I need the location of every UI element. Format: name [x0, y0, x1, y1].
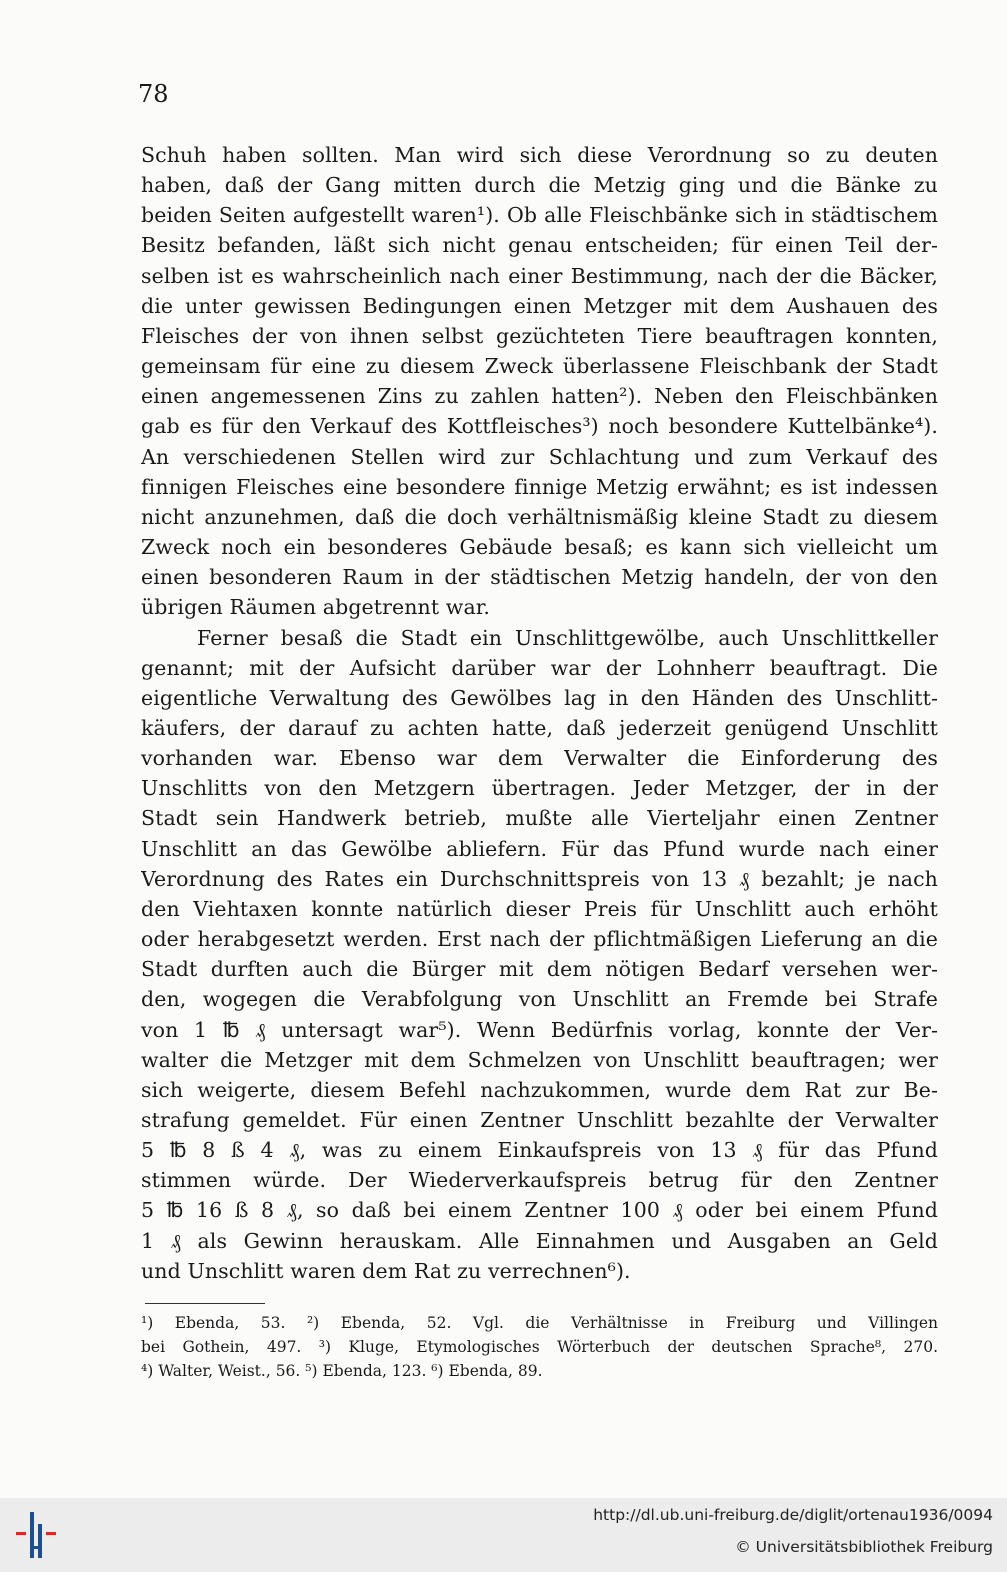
text-line: Unschlitts von den Metzgern übertragen. Jeder Metzger, der in der: [141, 776, 938, 801]
text-line: eigentliche Verwaltung des Gewölbes lag in den Händen des Unschlitt-: [141, 685, 938, 710]
text-line: selben ist es wahrscheinlich nach einer Bestimmung, nach der die Bäcker,: [141, 263, 938, 288]
text-line: Ferner besaß die Stadt ein Unschlittgewölbe, auch Unschlittkeller: [197, 625, 938, 650]
text-line: 5 ℔ 16 ß 8 ₰, so daß bei einem Zentner 100 ₰ oder bei einem Pfund: [141, 1198, 938, 1223]
text-line: haben, daß der Gang mitten durch die Metzig ging und die Bänke zu: [141, 173, 938, 198]
page-number: 78: [138, 80, 169, 108]
text-line: Besitz befanden, läßt sich nicht genau entscheiden; für einen Teil der-: [141, 233, 938, 258]
text-line: Unschlitt an das Gewölbe abliefern. Für das Pfund wurde nach einer: [141, 836, 938, 861]
library-logo-icon: [12, 1502, 66, 1564]
footnote-line: bei Gothein, 497. ³) Kluge, Etymologisches Wörterbuch der deutschen Sprache⁸, 270.: [141, 1338, 938, 1356]
footnote-divider: [145, 1303, 265, 1304]
text-line: genannt; mit der Aufsicht darüber war der Lohnherr beauftragt. Die: [141, 655, 938, 680]
text-line: Schuh haben sollten. Man wird sich diese Verordnung so zu deuten: [141, 143, 938, 167]
text-line: und Unschlitt waren dem Rat zu verrechnen⁶).: [141, 1258, 631, 1283]
text-line: walter die Metzger mit dem Schmelzen von Unschlitt beauftragen; wer: [141, 1047, 938, 1072]
text-line: übrigen Räumen abgetrennt war.: [141, 595, 491, 620]
text-line: strafung gemeldet. Für einen Zentner Unschlitt bezahlte der Verwalter: [141, 1108, 938, 1132]
text-line: Stadt durften auch die Bürger mit dem nötigen Bedarf versehen wer-: [141, 957, 938, 982]
text-line: finnigen Fleisches eine besondere finnige Metzig erwähnt; es ist indessen: [141, 474, 938, 499]
text-line: von 1 ℔ ₰ untersagt war⁵). Wenn Bedürfnis vorlag, konnte der Ver-: [141, 1017, 938, 1042]
text-line: An verschiedenen Stellen wird zur Schlachtung und zum Verkauf des: [141, 444, 938, 469]
text-line: vorhanden war. Ebenso war dem Verwalter die Einforderung des: [141, 746, 938, 771]
text-line: Zweck noch ein besonderes Gebäude besaß; es kann sich vielleicht um: [141, 535, 938, 560]
footer-copyright: © Universitätsbibliothek Freiburg: [735, 1538, 993, 1556]
text-line: nicht anzunehmen, daß die doch verhältnismäßig kleine Stadt zu diesem: [141, 504, 938, 529]
text-line: den, wogegen die Verabfolgung von Unschlitt an Fremde bei Strafe: [141, 987, 938, 1012]
text-line: beiden Seiten aufgestellt waren¹). Ob alle Fleischbänke sich in städtischem: [141, 203, 938, 228]
text-line: gab es für den Verkauf des Kottfleisches³) noch besondere Kuttelbänke⁴).: [141, 414, 938, 439]
text-line: oder herabgesetzt werden. Erst nach der pflichtmäßigen Lieferung an die: [141, 927, 938, 952]
footnote-line: ¹) Ebenda, 53. ²) Ebenda, 52. Vgl. die Verhältnisse in Freiburg und Villingen: [141, 1314, 938, 1332]
text-line: 5 ℔ 8 ß 4 ₰, was zu einem Einkaufspreis von 13 ₰ für das Pfund: [141, 1138, 938, 1163]
text-line: Verordnung des Rates ein Durchschnittspreis von 13 ₰ bezahlt; je nach: [141, 866, 938, 891]
text-line: gemeinsam für eine zu diesem Zweck überlassene Fleischbank der Stadt: [141, 354, 938, 379]
text-line: stimmen würde. Der Wiederverkaufspreis betrug für den Zentner: [141, 1168, 938, 1193]
body-text: [141, 140, 938, 1286]
footnotes: [141, 1311, 938, 1383]
text-line: die unter gewissen Bedingungen einen Metzger mit dem Aushauen des: [141, 293, 938, 318]
text-line: einen besonderen Raum in der städtischen Metzig handeln, der von den: [141, 565, 938, 590]
text-line: einen angemessenen Zins zu zahlen hatten²). Neben den Fleischbänken: [141, 384, 938, 409]
text-line: 1 ₰ als Gewinn herauskam. Alle Einnahmen und Ausgaben an Geld: [141, 1228, 938, 1253]
text-line: sich weigerte, diesem Befehl nachzukommen, wurde dem Rat zur Be-: [141, 1077, 938, 1102]
text-line: Stadt sein Handwerk betrieb, mußte alle Vierteljahr einen Zentner: [141, 806, 938, 831]
text-line: den Viehtaxen konnte natürlich dieser Preis für Unschlitt auch erhöht: [141, 896, 938, 921]
text-line: Fleisches der von ihnen selbst gezüchteten Tiere beauftragen konnten,: [141, 323, 938, 348]
footnote-line: ⁴) Walter, Weist., 56. ⁵) Ebenda, 123. ⁶) Ebenda, 89.: [141, 1362, 543, 1380]
text-line: käufers, der darauf zu achten hatte, daß jederzeit genügend Unschlitt: [141, 715, 938, 740]
footer-url-link[interactable]: http://dl.ub.uni-freiburg.de/diglit/ortenau1936/0094: [593, 1506, 993, 1524]
